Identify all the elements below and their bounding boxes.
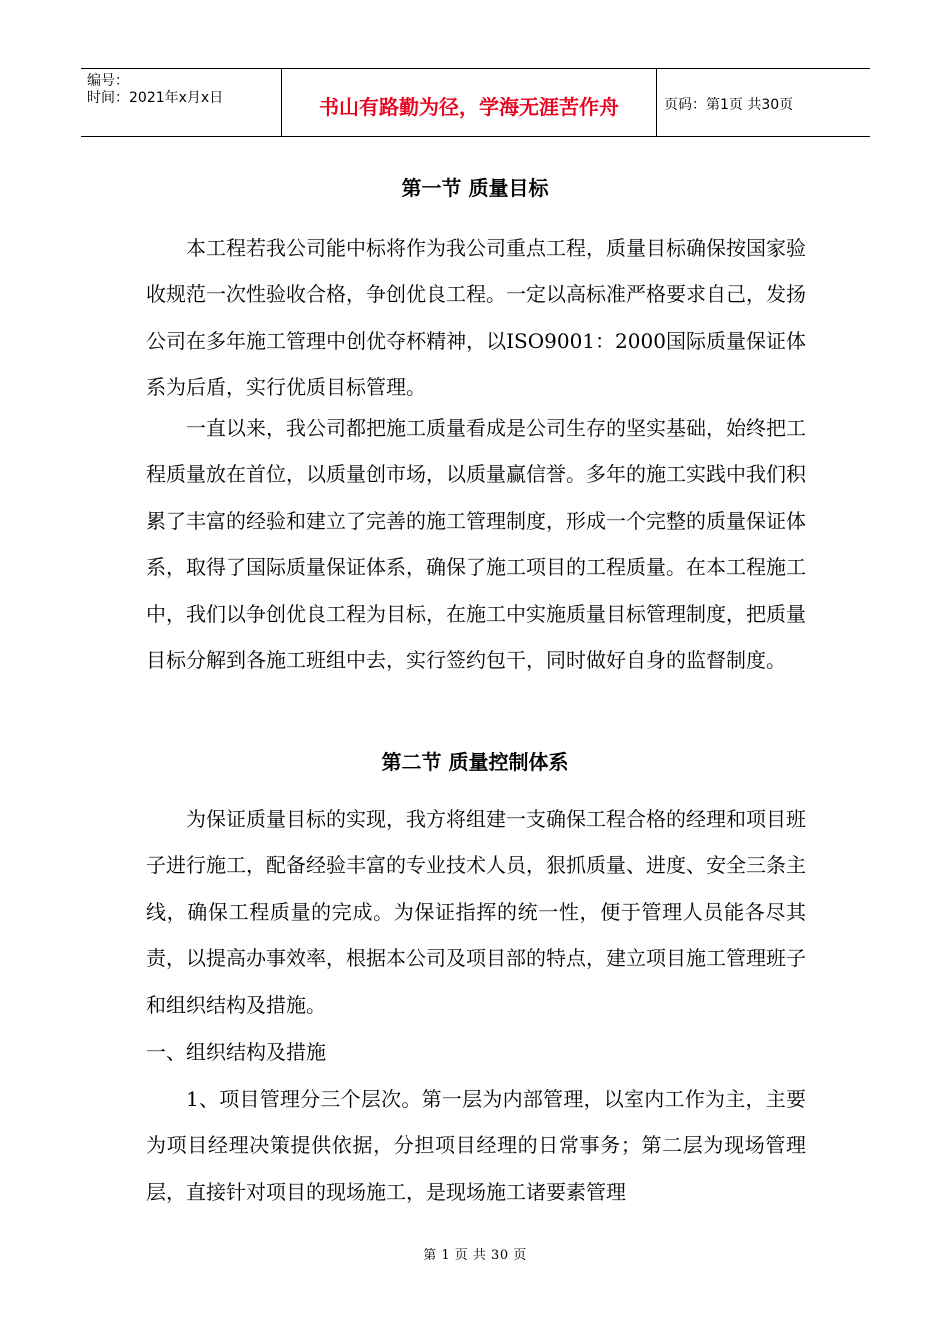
document-header	[81, 68, 870, 137]
number-label: 编号：	[87, 73, 129, 89]
page-footer: 第 1 页 共 30 页	[423, 1248, 527, 1263]
section-title-quality-goal: 第一节 质量目标	[401, 176, 549, 200]
paragraph: 本工程若我公司能中标将作为我公司重点工程，质量目标确保按国家验收规范一次性验收合格，争创优良工程。一定以高标准严格要求自己，发扬公司在多年施工管理中创优夺杯精神，以ISO9001：2000国际质量保证体系为后盾，实行优质目标管理。	[146, 236, 806, 400]
paragraph: 一直以来，我公司都把施工质量看成是公司生存的坚实基础，始终把工程质量放在首位，以质量创市场，以质量赢信誉。多年的施工实践中我们积累了丰富的经验和建立了完善的施工管理制度，形成一个完整的质量保证体系，取得了国际质量保证体系，确保了施工项目的工程质量。在本工程施工中，我们以争创优良工程为目标，在施工中实施质量目标管理制度，把质量目标分解到各施工班组中去，实行签约包干，同时做好自身的监督制度。	[146, 416, 806, 673]
time-label: 时间：2021年x月x日	[87, 90, 224, 106]
subheading: 一、组织结构及措施	[146, 1040, 326, 1064]
paragraph: 为保证质量目标的实现，我方将组建一支确保工程合格的经理和项目班子进行施工，配备经验丰富的专业技术人员，狠抓质量、进度、安全三条主线，确保工程质量的完成。为保证指挥的统一性，便于管理人员能各尽其责，以提高办事效率，根据本公司及项目部的特点，建立项目施工管理班子和组织结构及措施。	[146, 807, 806, 1017]
header-page-info: 页码：第1页 共30页	[664, 96, 794, 113]
header-motto: 书山有路勤为径，学海无涯苦作舟	[281, 69, 657, 136]
header-meta	[81, 69, 281, 136]
paragraph: 1、项目管理分三个层次。第一层为内部管理，以室内工作为主，主要为项目经理决策提供依据，分担项目经理的日常事务；第二层为现场管理层，直接针对项目的现场施工，是现场施工诸要素管理	[146, 1087, 806, 1204]
section-title-quality-control: 第二节 质量控制体系	[381, 750, 569, 774]
